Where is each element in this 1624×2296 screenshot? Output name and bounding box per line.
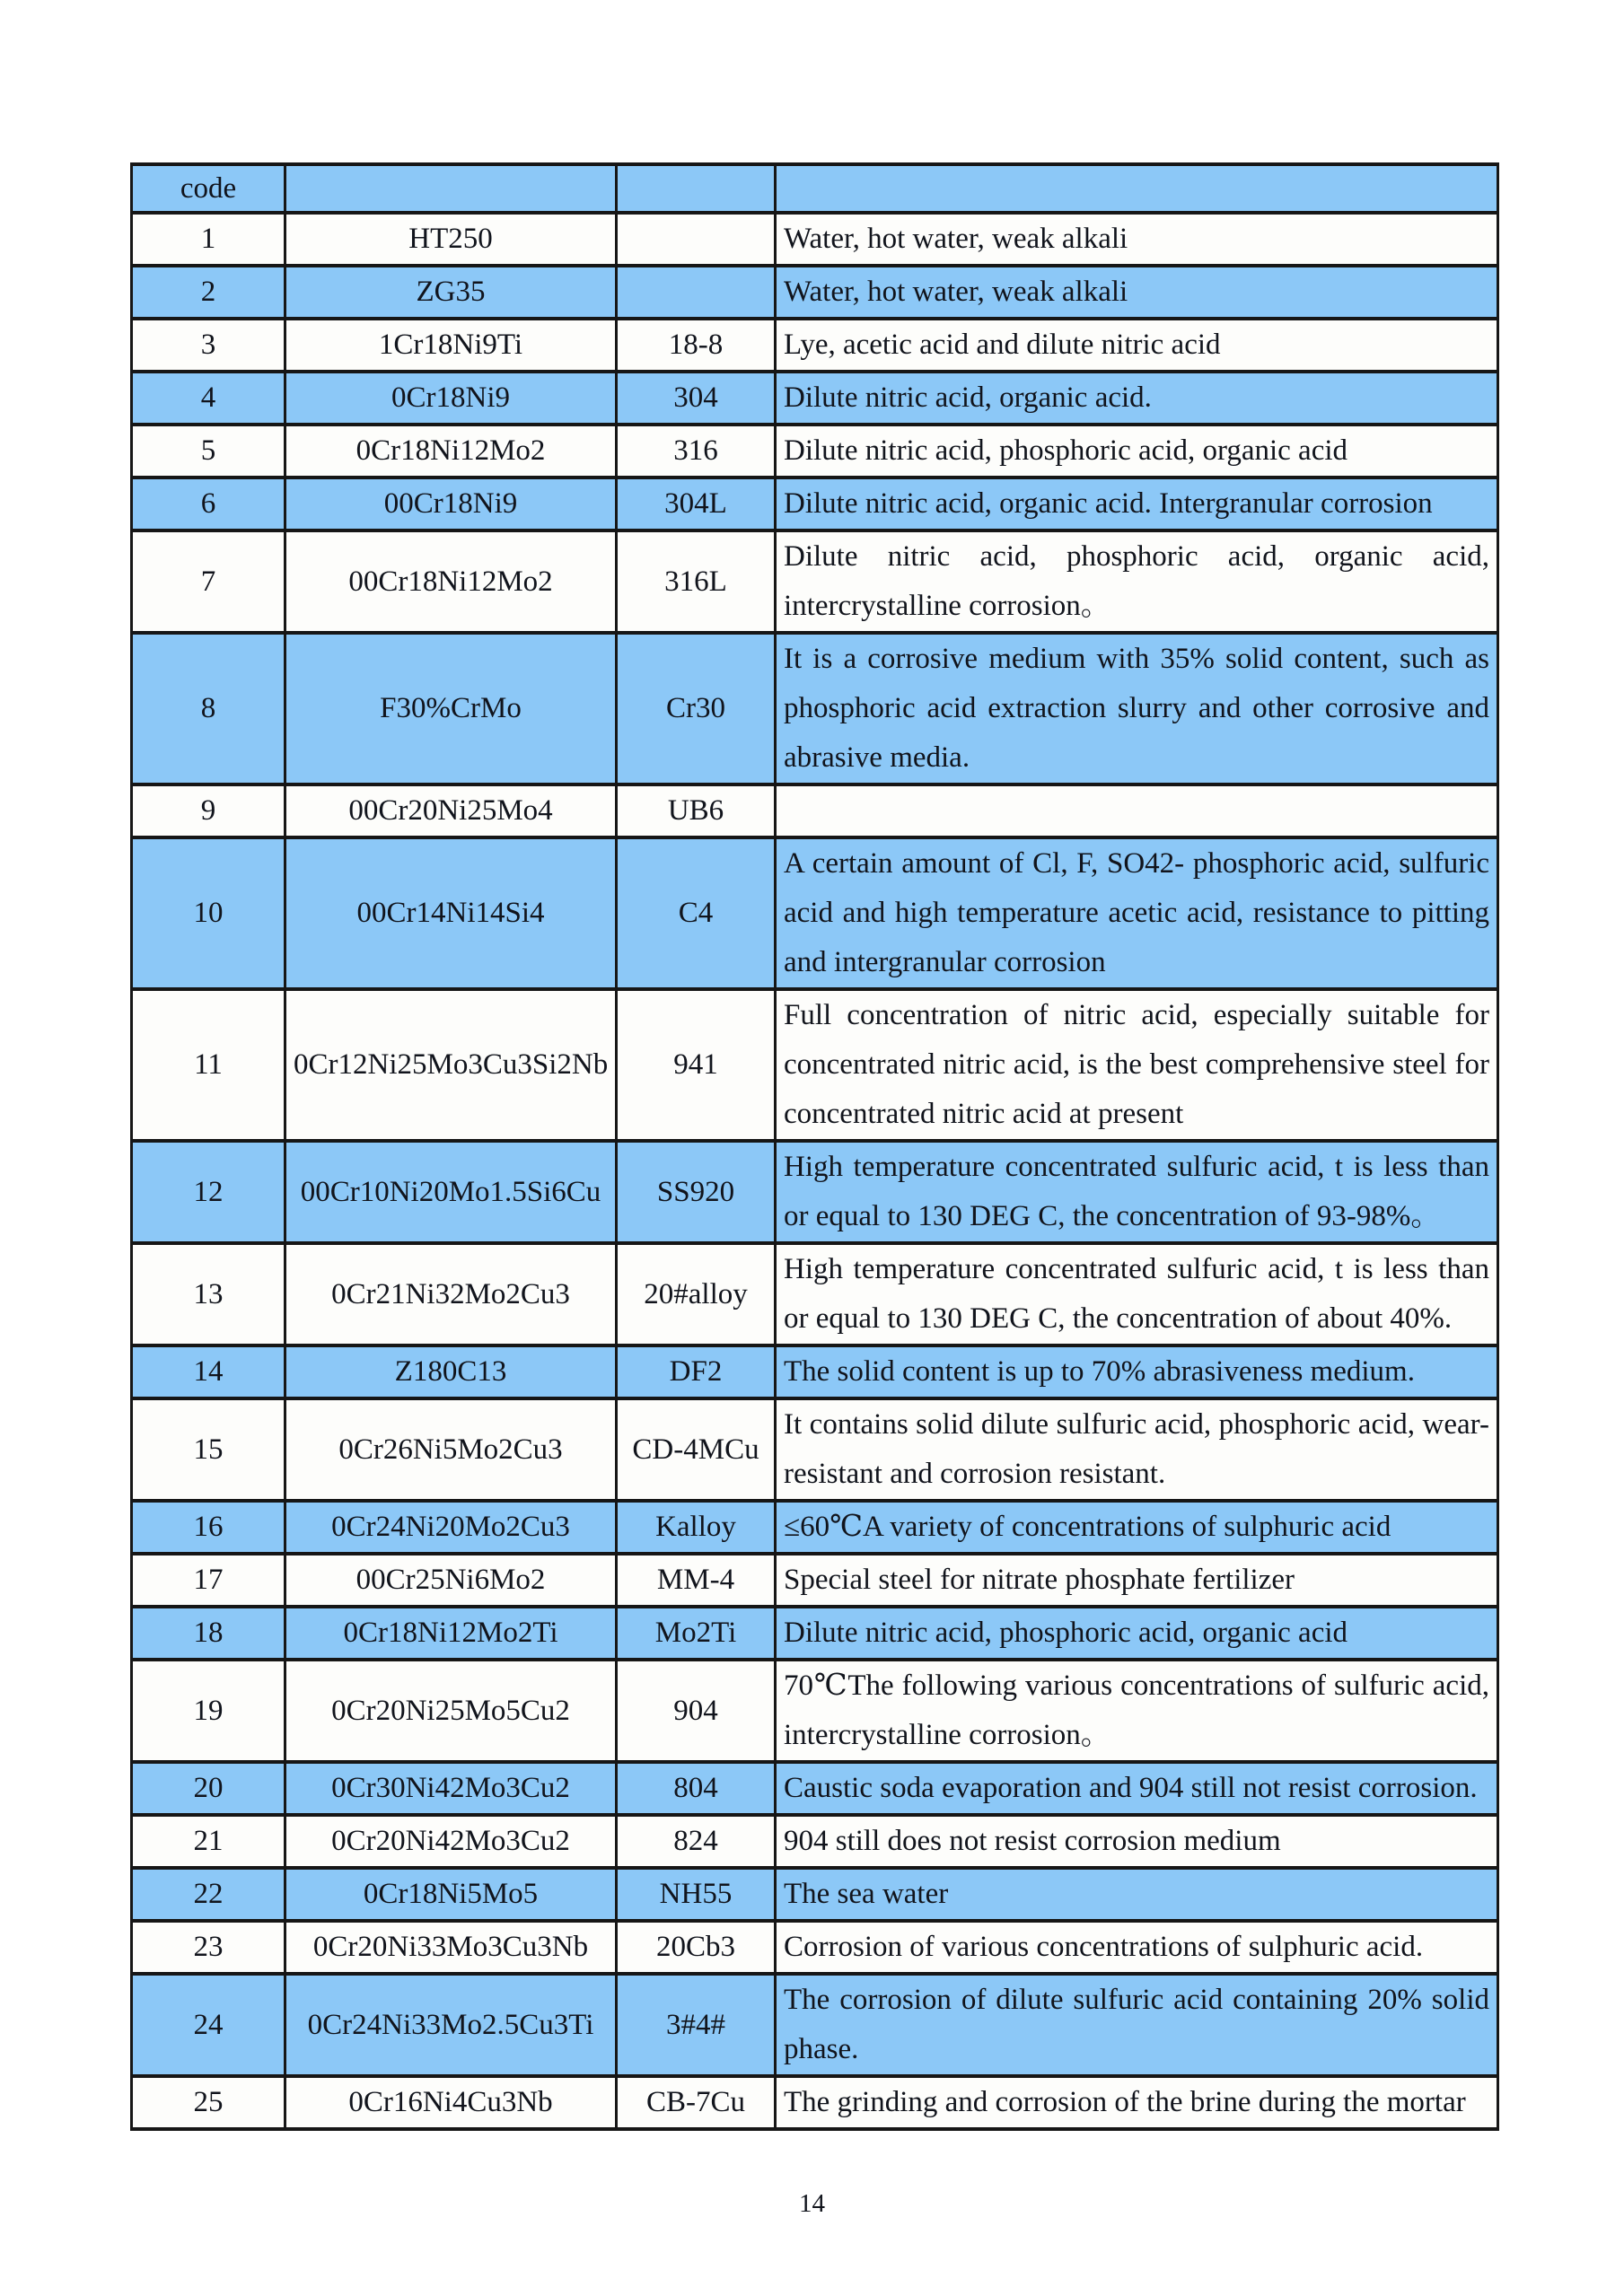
code-cell: 15: [132, 1398, 285, 1501]
table-row: [132, 213, 1498, 266]
code-cell: 2: [132, 266, 285, 319]
description-cell: High temperature concentrated sulfuric acid, t is less than or equal to 130 DEG C, the concentration of 93-98%。: [776, 1141, 1498, 1243]
alloy-corrosion-table: [130, 162, 1499, 2131]
description-cell: The sea water: [776, 1868, 1498, 1921]
table-row: [132, 2076, 1498, 2129]
code-cell: 18: [132, 1607, 285, 1660]
description-cell: Dilute nitric acid, organic acid. Intergranular corrosion: [776, 478, 1498, 530]
alloy-grade-cell: DF2: [617, 1345, 776, 1398]
material-name-cell: 0Cr30Ni42Mo3Cu2: [285, 1762, 617, 1815]
description-cell: The grinding and corrosion of the brine during the mortar: [776, 2076, 1498, 2129]
material-name-cell: F30%CrMo: [285, 633, 617, 784]
code-cell: 21: [132, 1815, 285, 1868]
material-name-cell: 00Cr18Ni9: [285, 478, 617, 530]
code-cell: 14: [132, 1345, 285, 1398]
material-name-cell: 0Cr24Ni20Mo2Cu3: [285, 1501, 617, 1554]
code-cell: 4: [132, 372, 285, 425]
description-cell: Dilute nitric acid, phosphoric acid, organic acid: [776, 1607, 1498, 1660]
table-row: [132, 784, 1498, 837]
alloy-grade-cell: C4: [617, 837, 776, 989]
alloy-grade-cell: NH55: [617, 1868, 776, 1921]
material-name-cell: 0Cr16Ni4Cu3Nb: [285, 2076, 617, 2129]
code-cell: 23: [132, 1921, 285, 1974]
material-name-cell: 0Cr20Ni25Mo5Cu2: [285, 1660, 617, 1762]
description-cell: The solid content is up to 70% abrasiveness medium.: [776, 1345, 1498, 1398]
code-cell: 1: [132, 213, 285, 266]
table-row: [132, 1398, 1498, 1501]
description-cell: The corrosion of dilute sulfuric acid containing 20% solid phase.: [776, 1974, 1498, 2076]
description-cell: High temperature concentrated sulfuric acid, t is less than or equal to 130 DEG C, the concentration of about 40%.: [776, 1243, 1498, 1345]
table-row: [132, 1868, 1498, 1921]
header-alloy-cell: [617, 164, 776, 213]
material-name-cell: 0Cr18Ni9: [285, 372, 617, 425]
code-cell: 25: [132, 2076, 285, 2129]
alloy-grade-cell: CD-4MCu: [617, 1398, 776, 1501]
description-cell: Dilute nitric acid, phosphoric acid, organic acid: [776, 425, 1498, 478]
description-cell: Special steel for nitrate phosphate fertilizer: [776, 1554, 1498, 1607]
description-cell: [776, 784, 1498, 837]
description-cell: It contains solid dilute sulfuric acid, phosphoric acid, wear-resistant and corrosion resistant.: [776, 1398, 1498, 1501]
table-row: [132, 1554, 1498, 1607]
table-row: [132, 1141, 1498, 1243]
table-row: [132, 1660, 1498, 1762]
table-row: [132, 425, 1498, 478]
alloy-grade-cell: 804: [617, 1762, 776, 1815]
description-cell: 904 still does not resist corrosion medium: [776, 1815, 1498, 1868]
material-name-cell: 00Cr14Ni14Si4: [285, 837, 617, 989]
material-name-cell: ZG35: [285, 266, 617, 319]
material-name-cell: 00Cr18Ni12Mo2: [285, 530, 617, 633]
code-cell: 8: [132, 633, 285, 784]
alloy-grade-cell: CB-7Cu: [617, 2076, 776, 2129]
description-cell: ≤60℃A variety of concentrations of sulphuric acid: [776, 1501, 1498, 1554]
table-row: [132, 1501, 1498, 1554]
alloy-grade-cell: 18-8: [617, 319, 776, 372]
description-cell: Water, hot water, weak alkali: [776, 266, 1498, 319]
alloy-grade-cell: MM-4: [617, 1554, 776, 1607]
code-cell: 9: [132, 784, 285, 837]
code-cell: 7: [132, 530, 285, 633]
table-row: [132, 372, 1498, 425]
code-cell: 10: [132, 837, 285, 989]
code-cell: 3: [132, 319, 285, 372]
table-row: [132, 1345, 1498, 1398]
code-cell: 17: [132, 1554, 285, 1607]
table-row: [132, 837, 1498, 989]
alloy-grade-cell: [617, 266, 776, 319]
material-name-cell: 00Cr25Ni6Mo2: [285, 1554, 617, 1607]
material-name-cell: 1Cr18Ni9Ti: [285, 319, 617, 372]
alloy-grade-cell: Kalloy: [617, 1501, 776, 1554]
table-row: [132, 478, 1498, 530]
material-name-cell: 0Cr18Ni12Mo2Ti: [285, 1607, 617, 1660]
alloy-grade-cell: 304L: [617, 478, 776, 530]
code-cell: 22: [132, 1868, 285, 1921]
code-cell: 24: [132, 1974, 285, 2076]
table-row: [132, 266, 1498, 319]
material-name-cell: 00Cr20Ni25Mo4: [285, 784, 617, 837]
code-cell: 12: [132, 1141, 285, 1243]
material-name-cell: 0Cr20Ni42Mo3Cu2: [285, 1815, 617, 1868]
table-row: [132, 1974, 1498, 2076]
alloy-grade-cell: 904: [617, 1660, 776, 1762]
table-row: [132, 1243, 1498, 1345]
alloy-grade-cell: 824: [617, 1815, 776, 1868]
table-row: [132, 530, 1498, 633]
header-description-cell: [776, 164, 1498, 213]
page-number: 14: [799, 2189, 825, 2218]
table-row: [132, 989, 1498, 1141]
description-cell: Dilute nitric acid, organic acid.: [776, 372, 1498, 425]
description-cell: 70℃The following various concentrations of sulfuric acid, intercrystalline corrosion。: [776, 1660, 1498, 1762]
description-cell: Full concentration of nitric acid, especially suitable for concentrated nitric acid, is the best comprehensive steel for concentrated nitric acid at present: [776, 989, 1498, 1141]
table-row: [132, 1762, 1498, 1815]
code-cell: 11: [132, 989, 285, 1141]
description-cell: It is a corrosive medium with 35% solid content, such as phosphoric acid extraction slurry and other corrosive and abrasive media.: [776, 633, 1498, 784]
alloy-grade-cell: 941: [617, 989, 776, 1141]
description-cell: Corrosion of various concentrations of sulphuric acid.: [776, 1921, 1498, 1974]
code-cell: 20: [132, 1762, 285, 1815]
table-row: [132, 1607, 1498, 1660]
description-cell: Caustic soda evaporation and 904 still not resist corrosion.: [776, 1762, 1498, 1815]
header-name-cell: [285, 164, 617, 213]
description-cell: Dilute nitric acid, phosphoric acid, organic acid, intercrystalline corrosion。: [776, 530, 1498, 633]
alloy-grade-cell: 304: [617, 372, 776, 425]
code-cell: 13: [132, 1243, 285, 1345]
table-header-row: [132, 164, 1498, 213]
alloy-grade-cell: 3#4#: [617, 1974, 776, 2076]
alloy-grade-cell: UB6: [617, 784, 776, 837]
material-name-cell: HT250: [285, 213, 617, 266]
code-cell: 19: [132, 1660, 285, 1762]
code-cell: 6: [132, 478, 285, 530]
material-name-cell: Z180C13: [285, 1345, 617, 1398]
alloy-grade-cell: [617, 213, 776, 266]
material-name-cell: 00Cr10Ni20Mo1.5Si6Cu: [285, 1141, 617, 1243]
description-cell: Lye, acetic acid and dilute nitric acid: [776, 319, 1498, 372]
description-cell: A certain amount of Cl, F, SO42- phosphoric acid, sulfuric acid and high temperature acetic acid, resistance to pitting and intergranular corrosion: [776, 837, 1498, 989]
table-row: [132, 1921, 1498, 1974]
alloy-grade-cell: SS920: [617, 1141, 776, 1243]
material-name-cell: 0Cr18Ni12Mo2: [285, 425, 617, 478]
material-name-cell: 0Cr24Ni33Mo2.5Cu3Ti: [285, 1974, 617, 2076]
code-cell: 5: [132, 425, 285, 478]
header-code-cell: code: [132, 164, 285, 213]
code-cell: 16: [132, 1501, 285, 1554]
table-row: [132, 319, 1498, 372]
alloy-grade-cell: 20#alloy: [617, 1243, 776, 1345]
alloy-grade-cell: Cr30: [617, 633, 776, 784]
material-name-cell: 0Cr12Ni25Mo3Cu3Si2Nb: [285, 989, 617, 1141]
alloy-grade-cell: 316: [617, 425, 776, 478]
alloy-grade-cell: Mo2Ti: [617, 1607, 776, 1660]
material-name-cell: 0Cr21Ni32Mo2Cu3: [285, 1243, 617, 1345]
material-name-cell: 0Cr18Ni5Mo5: [285, 1868, 617, 1921]
table-body: [132, 164, 1498, 2129]
alloy-grade-cell: 316L: [617, 530, 776, 633]
material-name-cell: 0Cr20Ni33Mo3Cu3Nb: [285, 1921, 617, 1974]
description-cell: Water, hot water, weak alkali: [776, 213, 1498, 266]
alloy-grade-cell: 20Cb3: [617, 1921, 776, 1974]
table-row: [132, 633, 1498, 784]
material-name-cell: 0Cr26Ni5Mo2Cu3: [285, 1398, 617, 1501]
table-row: [132, 1815, 1498, 1868]
